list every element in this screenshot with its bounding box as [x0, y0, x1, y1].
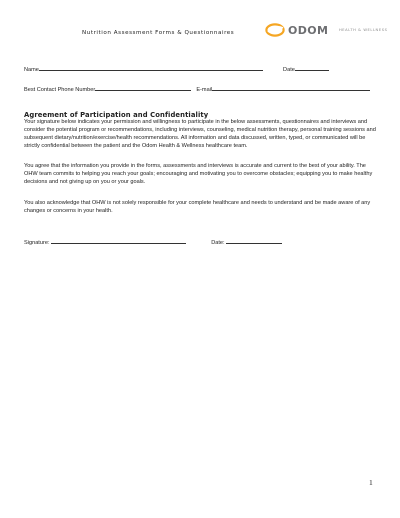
- signature-date-label: Date:: [211, 240, 225, 246]
- page-number: 1: [369, 478, 373, 487]
- agreement-heading: Agreement of Participation and Confidentiality: [24, 111, 209, 119]
- agreement-paragraph-1: Your signature below indicates your permission and willingness to participate in the below assessments, questionnaires and interviews and consider the potential program or recommendations, including interviews, counseling, medical nutrition therapy, personal training sessions and subsequent dietary/nutrition/exercise/health recommendations. All information and data discussed, written, typed, or communicated will be strictly confidential between the patient and the Odom Health & Wellness healthcare team.: [24, 119, 376, 149]
- phone-email-row: [24, 85, 370, 93]
- email-label: E-mail: [196, 87, 213, 93]
- signature-field[interactable]: [51, 238, 186, 244]
- logo-wordmark: ODOM: [288, 24, 329, 37]
- email-field[interactable]: [212, 85, 370, 91]
- agreement-paragraph-3: You also acknowledge that OHW is not solely responsible for your complete healthcare and needs to understand and be made aware of any changes or concerns in your health.: [24, 200, 371, 214]
- logo-swirl-icon: [265, 23, 285, 37]
- name-field[interactable]: [39, 65, 263, 71]
- name-date-row: [24, 65, 329, 73]
- page-title: Nutrition Assessment Forms & Questionnaires: [82, 30, 235, 36]
- signature-label: Signature:: [24, 240, 50, 246]
- logo-tagline: HEALTH & WELLNESS: [339, 28, 388, 32]
- date-field[interactable]: [295, 65, 329, 71]
- agreement-paragraph-2: You agree that the information you provide in the forms, assessments and interviews is accurate and current to the best of your ability. The OHW team commits to helping you reach your goals; encouraging and motivating you to overcome obstacles; equipping you to make healthy decisions and not giving up on you or your goals.: [24, 163, 373, 185]
- date-label: Date: [283, 67, 295, 73]
- phone-field[interactable]: [95, 85, 191, 91]
- name-label: Name: [24, 67, 39, 73]
- odom-logo: [265, 22, 388, 40]
- signature-row: [24, 238, 282, 246]
- signature-date-field[interactable]: [226, 238, 282, 244]
- phone-label: Best Contact Phone Number: [24, 87, 96, 93]
